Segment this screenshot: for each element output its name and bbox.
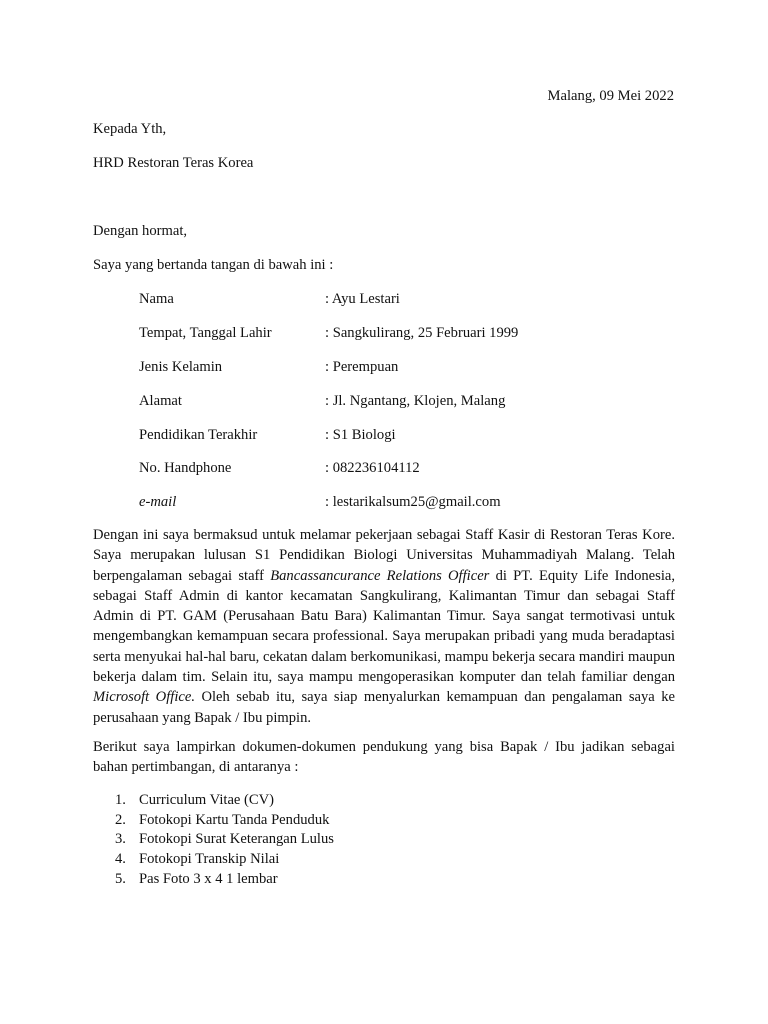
field-label-gender: Jenis Kelamin [139,359,223,375]
field-label-phone: No. Handphone [139,460,232,476]
field-value-education: : S1 Biologi [325,427,396,443]
body-paragraph [93,525,675,728]
field-label-education: Pendidikan Terakhir [139,427,258,443]
list-item-text: Fotokopi Surat Keterangan Lulus [139,831,334,848]
list-item-number: 3. [115,831,126,848]
field-value-gender: : Perempuan [325,359,399,375]
attachments-intro: Berikut saya lampirkan dokumen-dokumen pendukung yang bisa Bapak / Ibu jadikan sebagai bahan pertimbangan, di antaranya : [93,739,675,776]
salutation: Dengan hormat, [93,223,188,239]
field-value-phone: : 082236104112 [325,460,420,476]
list-item-number: 5. [115,870,126,887]
body-text-italic-software: Microsoft Office. [93,689,195,706]
list-item-text: Curriculum Vitae (CV) [139,792,275,808]
recipient-addressee: HRD Restoran Teras Korea [93,155,254,171]
field-value-email: : lestarikalsum25@gmail.com [325,494,501,510]
body-text-part1: Dengan ini saya bermaksud untuk melamar pekerjaan sebagai Staff Kasir di Restoran Teras Kore. Saya merupakan lulusan S1 Pendidikan Biologi Universitas Muhammadiyah Malang. Telah berpengalaman sebagai staff [93,527,675,584]
field-label-birth: Tempat, Tanggal Lahir [139,325,272,341]
body-text-part2: di PT. Equity Life Indonesia, sebagai Staff Admin di kantor kecamatan Sangkulirang, Kalimantan Timur dan sebagai Staff Admin di PT. GAM (Perusahaan Batu Bara) Kalimantan Timur. Saya sangat termotivasi untuk mengembangkan kemampuan secara professional. Saya merupakan pribadi yang muda beradaptasi serta menyukai hal-hal baru, cekatan dalam berkomunikasi, mampu bekerja secara mandiri maupun bekerja dalam tim. Selain itu, saya mampu mengoperasikan komputer dan telah familiar dengan [93,567,675,686]
field-label-address: Alamat [139,393,182,409]
intro-statement: Saya yang bertanda tangan di bawah ini : [93,257,334,273]
field-value-birth: : Sangkulirang, 25 Februari 1999 [325,325,519,341]
place-date: Malang, 09 Mei 2022 [547,88,674,104]
body-text-italic-position: Bancassancurance Relations Officer [270,567,490,584]
list-item-text: Fotokopi Kartu Tanda Penduduk [139,811,330,828]
recipient-greeting: Kepada Yth, [93,121,167,137]
list-item-text: Pas Foto 3 x 4 1 lembar [139,870,278,887]
body-text-part3: Oleh sebab itu, saya siap menyalurkan kemampuan dan pengalaman saya ke perusahaan yang Bapak / Ibu pimpin. [93,689,675,726]
list-item-number: 4. [115,851,126,868]
list-item-text: Fotokopi Transkip Nilai [139,851,280,868]
list-item-number: 1. [115,792,126,808]
list-item-number: 2. [115,811,126,828]
field-label-email: e-mail [139,494,177,510]
field-value-address: : Jl. Ngantang, Klojen, Malang [325,393,506,409]
field-label-name: Nama [139,291,174,307]
field-value-name: : Ayu Lestari [325,291,400,307]
